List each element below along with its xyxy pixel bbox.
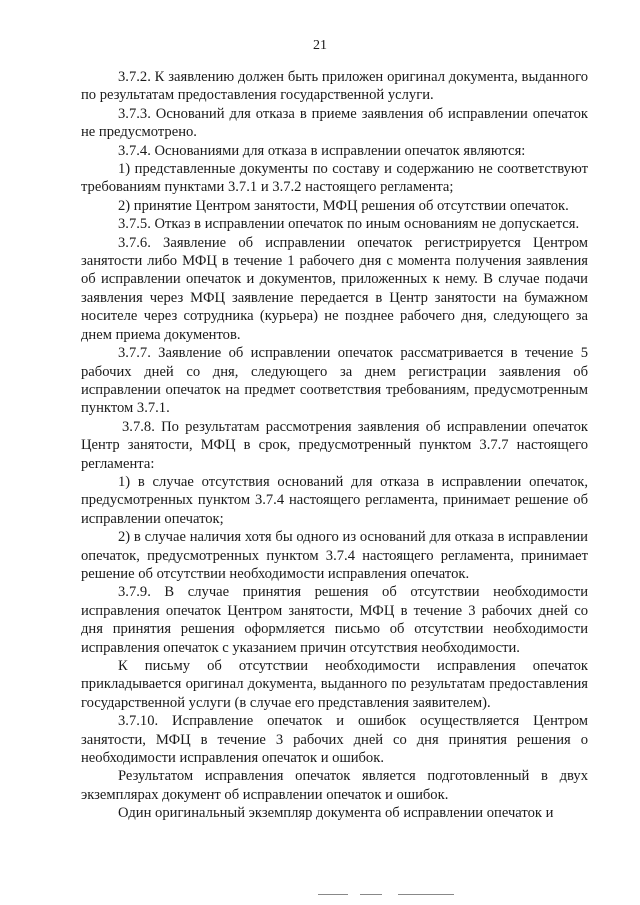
scan-artifact-line (360, 894, 382, 895)
paragraph-3-7-7: 3.7.7. Заявление об исправлении опечаток рассматривается в течение 5 рабочих дней со дня, следующего за днем регистрации заявления об исправлении опечаток на предмет соответствия требованиям, предусмотренным пунктом 3.7.1. (81, 345, 588, 417)
paragraph-3-7-2: 3.7.2. К заявлению должен быть приложен оригинал документа, выданного по результатам предоставления государственной услуги. (81, 69, 588, 104)
paragraph-3-7-3: 3.7.3. Оснований для отказа в приеме заявления об исправлении опечаток не предусмотрено. (81, 105, 588, 141)
paragraph-3-7-9-letter: К письму об отсутствии необходимости исправления опечаток прикладывается оригинал документа, выданного по результатам предоставления государственной услуги (в случае его представления заявителем). (81, 658, 588, 711)
paragraph-3-7-8-item-1: 1) в случае отсутствия оснований для отказа в исправлении опечаток, предусмотренных пунктом 3.7.4 настоящего регламента, принимает решение об исправлении опечаток; (81, 473, 588, 527)
scan-artifact-line (398, 894, 454, 895)
paragraph-3-7-4-item-2: 2) принятие Центром занятости, МФЦ решения об отсутствии опечаток. (118, 197, 569, 214)
paragraph-result: Результатом исправления опечаток является подготовленный в двух экземплярах документ об исправлении опечаток и ошибок. (81, 768, 588, 803)
paragraph-3-7-4: 3.7.4. Основаниями для отказа в исправлении опечаток являются: (118, 142, 526, 159)
paragraph-3-7-8-item-2: 2) в случае наличия хотя бы одного из оснований для отказа в исправлении опечаток, предусмотренных пунктом 3.7.4 настоящего регламента, принимает решение об отсутствии необходимости исправления опечаток. (81, 529, 588, 582)
paragraph-3-7-4-item-1: 1) представленные документы по составу и содержанию не соответствуют требованиям пунктами 3.7.1 и 3.7.2 настоящего регламента; (81, 161, 588, 196)
paragraph-original-copy: Один оригинальный экземпляр документа об исправлении опечаток и (118, 805, 554, 822)
paragraph-3-7-9: 3.7.9. В случае принятия решения об отсутствии необходимости исправления опечаток Центром занятости, МФЦ в течение 3 рабочих дней со дня принятия решения оформляется письмо об отсутствии необходимости исправления опечаток с указанием причин отсутствия необходимости. (81, 584, 588, 656)
paragraph-3-7-5: 3.7.5. Отказ в исправлении опечаток по иным основаниям не допускается. (118, 216, 580, 233)
paragraph-3-7-8: 3.7.8. По результатам рассмотрения заявления об исправлении опечаток Центр занятости, МФЦ в срок, предусмотренный пунктом 3.7.7 настоящего регламента: (81, 418, 588, 472)
paragraph-3-7-6: 3.7.6. Заявление об исправлении опечаток регистрируется Центром занятости либо МФЦ в течение 1 рабочего дня с момента получения заявления об исправлении опечаток и документов, приложенных к нему. В случае подачи заявления через МФЦ заявление передается в Центр занятости на бумажном носителе через сотрудника (курьера) не позднее рабочего дня, следующего за днем приема документов. (81, 234, 588, 343)
paragraph-3-7-10: 3.7.10. Исправление опечаток и ошибок осуществляется Центром занятости, МФЦ в течение 3 рабочих дней со дня принятия решения о необходимости исправления опечаток и ошибок. (81, 713, 588, 767)
document-body (81, 68, 588, 823)
page-number: 21 (313, 38, 327, 53)
scan-artifact-line (318, 894, 348, 895)
